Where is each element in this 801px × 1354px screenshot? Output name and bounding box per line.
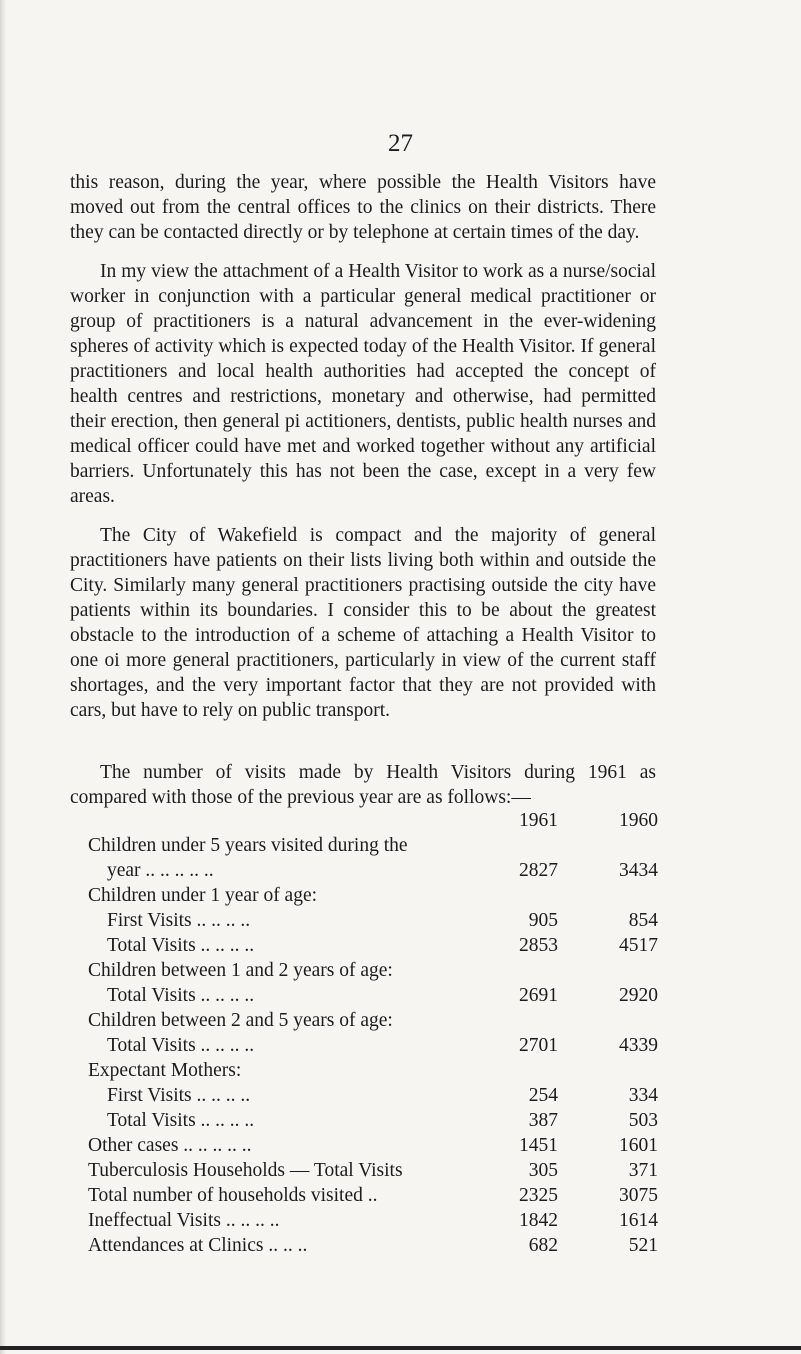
row-label: year .. .. .. .. ..	[107, 860, 214, 881]
row-label: Children between 2 and 5 years of age:	[88, 1010, 393, 1031]
table-row	[88, 1083, 658, 1108]
value-1961: 2701	[519, 1035, 558, 1056]
value-1960	[558, 1008, 658, 1033]
value-1961: 254	[528, 1085, 558, 1106]
table-row	[88, 983, 658, 1008]
row-label: First Visits .. .. .. ..	[107, 910, 251, 931]
table-row	[88, 1058, 658, 1083]
value-1960	[558, 833, 658, 858]
value-1960	[558, 1058, 658, 1083]
value-1960: 1614	[619, 1210, 658, 1231]
table-row	[88, 1158, 658, 1183]
header-1961: 1961	[519, 810, 558, 831]
value-1960	[558, 883, 658, 908]
value-1961: 2827	[519, 860, 558, 881]
table-intro-text: The number of visits made by Health Visitors during 1961 as compared with those of the previous year are as follows:—	[70, 762, 656, 808]
row-label: First Visits .. .. .. ..	[107, 1085, 251, 1106]
table-intro	[70, 760, 656, 810]
table-row	[88, 1033, 658, 1058]
value-1961	[478, 883, 558, 908]
table-row	[88, 908, 658, 933]
value-1961: 387	[528, 1110, 558, 1131]
row-label: Children under 1 year of age:	[88, 885, 318, 906]
page-edge-shadow	[0, 0, 6, 1354]
table-row	[88, 1183, 658, 1208]
value-1961: 2691	[519, 985, 558, 1006]
table-row	[88, 1133, 658, 1158]
paragraph-3: The City of Wakefield is compact and the majority of general practitioners have patients on their lists living both within and outside the City. Similarly many general practitioners practising outside the city have patients within its boundaries. I consider this to be about the greatest obstacle to the introduction of a scheme of attaching a Health Visitor to one oi more general practitioners, particularly in view of the current staff shortages, and the very important factor that they are not provided with cars, but have to rely on public transport.	[70, 525, 656, 721]
row-label: Total Visits .. .. .. ..	[107, 935, 255, 956]
table-row	[88, 1208, 658, 1233]
body-text	[70, 170, 656, 737]
value-1960: 3434	[619, 860, 658, 881]
row-label: Expectant Mothers:	[88, 1060, 242, 1081]
table-row	[88, 858, 658, 883]
table-row	[88, 1108, 658, 1133]
paragraph-2: In my view the attachment of a Health Visitor to work as a nurse/social worker in conjunction with a particular general medical practitioner or group of practitioners is a natural advancement in the ever-widening spheres of activity which is expected today of the Health Visitor. If general practitioners and local health authorities had accepted the concept of health centres and restrictions, monetary and otherwise, had permitted their erection, then general pi actitioners, dentists, public health nurses and medical officer could have met and worked together without any artificial barriers. Unfortunately this has not been the case, except in a very few areas.	[70, 261, 656, 507]
row-label: Total number of households visited ..	[88, 1185, 378, 1206]
table-row	[88, 883, 658, 908]
value-1961	[478, 1058, 558, 1083]
value-1960: 3075	[619, 1185, 658, 1206]
value-1961: 2325	[519, 1185, 558, 1206]
value-1960: 521	[628, 1235, 658, 1256]
value-1961	[478, 1008, 558, 1033]
table-row	[88, 1233, 658, 1258]
table-row	[88, 958, 658, 983]
table-row	[88, 933, 658, 958]
value-1960: 854	[628, 910, 658, 931]
value-1960: 4339	[619, 1035, 658, 1056]
row-label: Total Visits .. .. .. ..	[107, 985, 255, 1006]
row-label: Children under 5 years visited during the	[88, 835, 408, 856]
value-1961: 1842	[519, 1210, 558, 1231]
bottom-rule	[0, 1346, 801, 1350]
value-1960: 371	[628, 1160, 658, 1181]
row-label: Children between 1 and 2 years of age:	[88, 960, 393, 981]
row-label: Total Visits .. .. .. ..	[107, 1110, 255, 1131]
table-header-row	[88, 808, 658, 833]
value-1960	[558, 958, 658, 983]
visits-table	[88, 808, 658, 1258]
row-label: Tuberculosis Households — Total Visits	[88, 1160, 403, 1181]
value-1961: 682	[528, 1235, 558, 1256]
row-label: Other cases .. .. .. .. ..	[88, 1135, 252, 1156]
value-1960: 1601	[619, 1135, 658, 1156]
row-label: Ineffectual Visits .. .. .. ..	[88, 1210, 280, 1231]
row-label: Attendances at Clinics .. .. ..	[88, 1235, 308, 1256]
value-1961	[478, 833, 558, 858]
value-1961: 905	[528, 910, 558, 931]
value-1960: 4517	[619, 935, 658, 956]
value-1960: 503	[628, 1110, 658, 1131]
value-1961: 1451	[519, 1135, 558, 1156]
value-1960: 334	[628, 1085, 658, 1106]
value-1961: 2853	[519, 935, 558, 956]
page-number: 27	[388, 130, 413, 157]
table-row	[88, 833, 658, 858]
row-label: Total Visits .. .. .. ..	[107, 1035, 255, 1056]
header-1960: 1960	[619, 810, 658, 831]
paragraph-1: this reason, during the year, where possible the Health Visitors have moved out from the central offices to the clinics on their districts. There they can be contacted directly or by telephone at certain times of the day.	[70, 172, 656, 243]
value-1961	[478, 958, 558, 983]
value-1961: 305	[528, 1160, 558, 1181]
table-row	[88, 1008, 658, 1033]
value-1960: 2920	[619, 985, 658, 1006]
